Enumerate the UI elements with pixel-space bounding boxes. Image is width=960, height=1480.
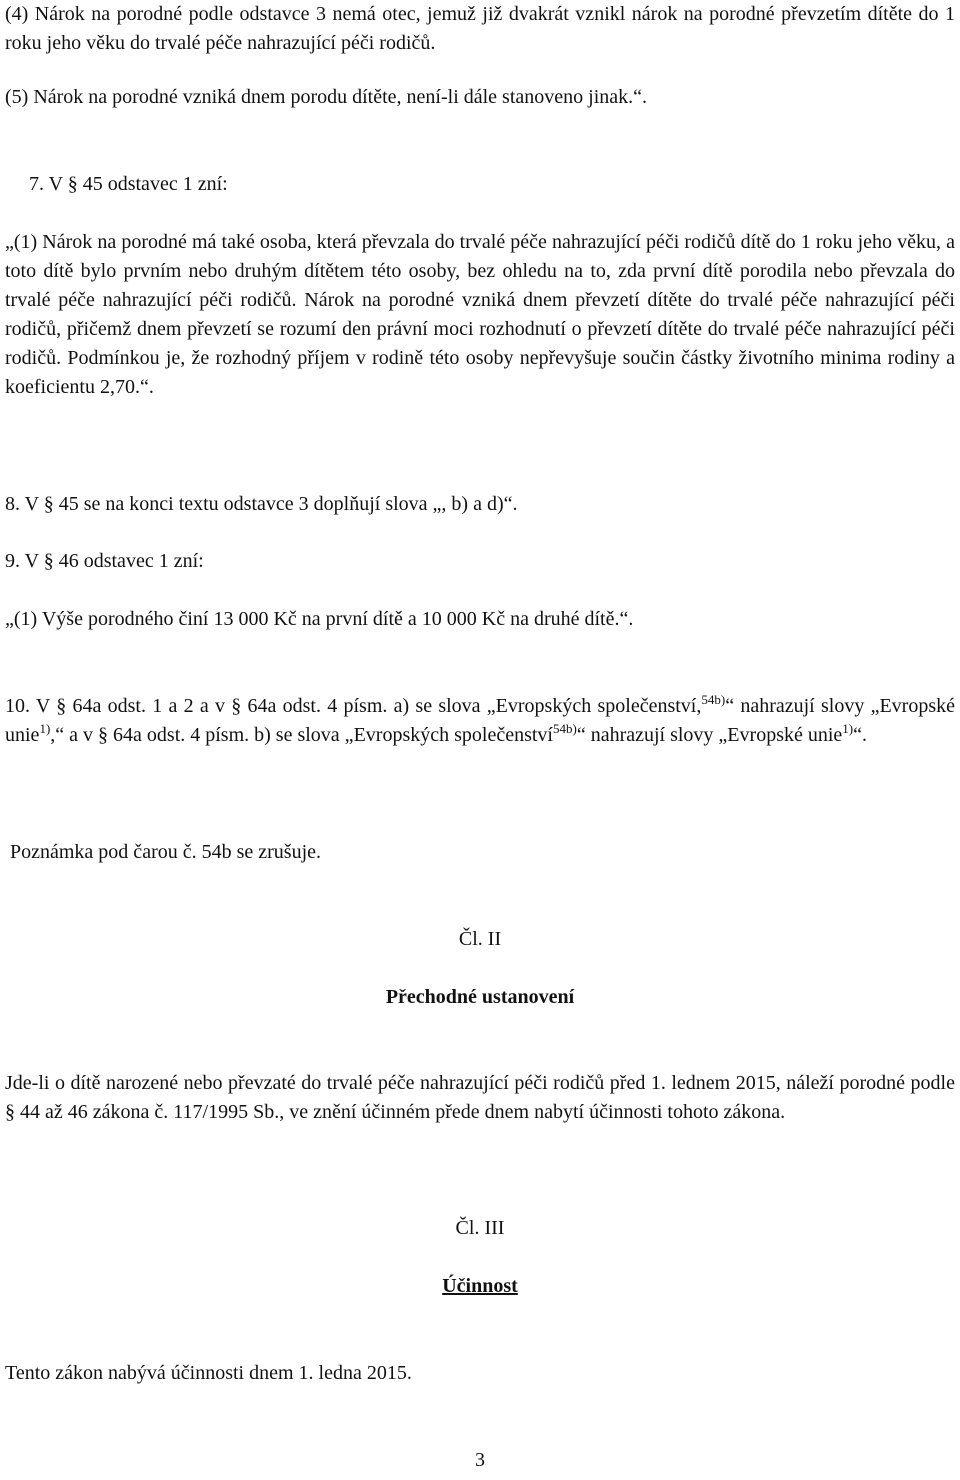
article-3-text: Tento zákon nabývá účinnosti dnem 1. ledna 2015. <box>5 1362 412 1384</box>
item-10-text-1: 10. V § 64a odst. 1 a 2 a v § 64a odst. 4 písm. a) se slova „Evropských společenství, <box>5 695 702 717</box>
item-7: 7. V § 45 odstavec 1 zní: <box>29 173 228 195</box>
item-8: 8. V § 45 se na konci textu odstavce 3 doplňují slova „, b) a d)“. <box>5 493 518 515</box>
item-7-quoted-text <box>5 228 955 402</box>
footnote-note: Poznámka pod čarou č. 54b se zrušuje. <box>10 841 322 863</box>
item-10-text-4: “ nahrazují slovy „Evropské unie <box>576 724 843 746</box>
item-9: 9. V § 46 odstavec 1 zní: <box>5 550 204 572</box>
page-number: 3 <box>475 1449 485 1471</box>
article-3-heading: Čl. III <box>455 1217 505 1239</box>
item-10 <box>5 692 955 750</box>
item-10-text-5: “. <box>853 724 868 746</box>
footnote-ref-54b: 54b) <box>701 692 726 707</box>
item-10-text-2: “ nahrazují slovy „Evropské unie <box>5 695 956 746</box>
item-10-text-3: ,“ a v § 64a odst. 4 písm. b) se slova „Evropských společenství <box>50 724 553 746</box>
article-2-title: Přechodné ustanovení <box>385 986 575 1008</box>
item-7-quote-part-b: Nárok na porodné vzniká dnem převzetí dítěte do trvalé péče nahrazující péči rodičů, přičemž dnem převzetí se rozumí den právní moci rozhodnutí o převzetí dítěte do trvalé péče nahrazující péči rodičů. Podmínkou je, že rozhodný příjem v rodině této osoby nepřevyšuje součin částky životního minima rodiny a koeficientu 2,70.“. <box>5 289 955 398</box>
footnote-ref-1: 1) <box>39 721 51 736</box>
article-3-title: Účinnost <box>442 1275 518 1297</box>
item-9-quoted-text: „(1) Výše porodného činí 13 000 Kč na první dítě a 10 000 Kč na druhé dítě.“. <box>5 608 634 630</box>
footnote-ref-1-2: 1) <box>842 721 854 736</box>
article-2-heading: Čl. II <box>458 928 502 950</box>
paragraph-5: (5) Nárok na porodné vzniká dnem porodu dítěte, není-li dále stanoveno jinak.“. <box>5 86 648 108</box>
paragraph-4: (4) Nárok na porodné podle odstavce 3 nemá otec, jemuž již dvakrát vznikl nárok na porodné převzetím dítěte do 1 roku jeho věku do trvalé péče nahrazující péči rodičů. <box>5 3 955 54</box>
footnote-ref-54b-2: 54b) <box>552 721 577 736</box>
article-2-text: Jde-li o dítě narozené nebo převzaté do trvalé péče nahrazující péči rodičů před 1. lednem 2015, náleží porodné podle § 44 až 46 zákona č. 117/1995 Sb., ve znění účinném přede dnem nabytí účinnosti tohoto zákona. <box>5 1072 955 1123</box>
item-7-quote-part-a: „(1) Nárok na porodné má také osoba, která převzala do trvalé péče nahrazující péči rodičů dítě do 1 roku jeho věku, a toto dítě bylo prvním nebo druhým dítětem této osoby, bez ohledu na to, zda první dítě porodila nebo převzala do trvalé péče nahrazující péči rodičů. <box>5 231 955 311</box>
